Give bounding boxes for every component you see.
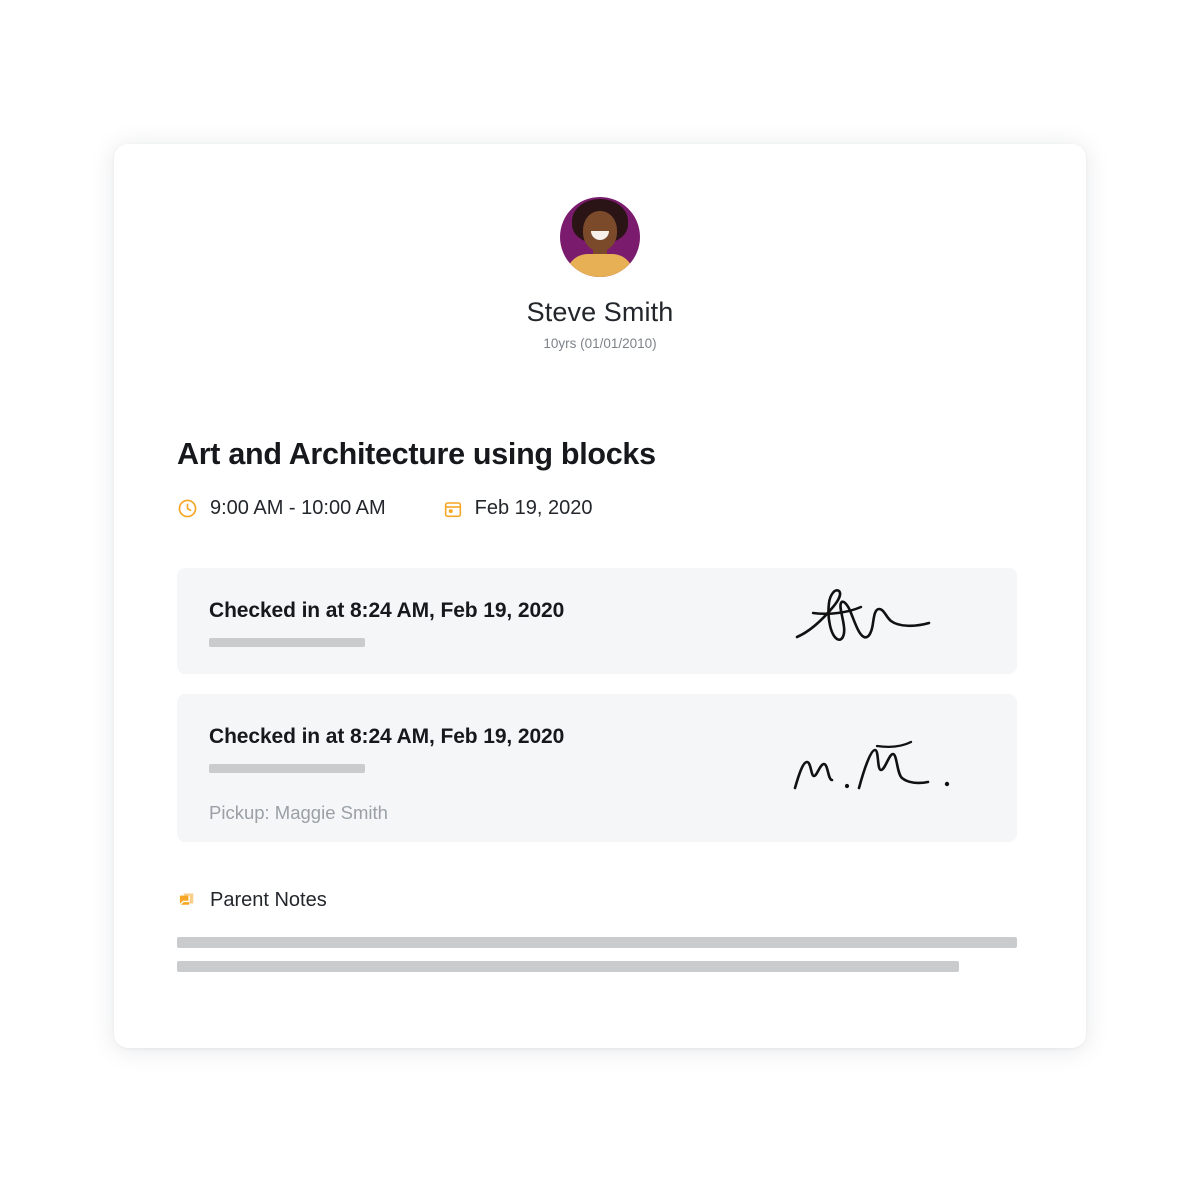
checkin-pickup-label: Pickup: Maggie Smith: [209, 802, 388, 823]
parent-notes-label: Parent Notes: [210, 889, 327, 911]
parent-notes-placeholder-line: [177, 961, 959, 972]
checkin-title: Checked in at 8:24 AM, Feb 19, 2020: [209, 599, 565, 622]
clock-icon: [177, 498, 198, 519]
table-row[interactable]: [177, 694, 1017, 842]
table-row[interactable]: [177, 568, 1017, 674]
student-name: Steve Smith: [526, 297, 674, 327]
checkin-detail-placeholder: [209, 764, 365, 773]
signature-scribble-2: [785, 726, 995, 810]
activity-date-label: Feb 19, 2020: [474, 497, 593, 519]
activity-title: Art and Architecture using blocks: [177, 437, 656, 471]
student-age-dob: 10yrs (01/01/2010): [543, 336, 657, 351]
parent-notes-placeholder-line: [177, 937, 1017, 948]
signature-scribble-1: [785, 579, 995, 663]
calendar-icon: [443, 499, 463, 519]
checkin-detail-placeholder: [209, 638, 365, 647]
activity-meta-row: [177, 497, 593, 520]
avatar: [560, 197, 640, 277]
activity-time-label: 9:00 AM - 10:00 AM: [210, 497, 386, 519]
note-icon: [177, 891, 197, 911]
avatar-shirt: [566, 254, 634, 277]
checkin-title: Checked in at 8:24 AM, Feb 19, 2020: [209, 725, 565, 748]
student-attendance-card: [114, 144, 1086, 1048]
activity-date: [443, 497, 593, 520]
profile-header: [114, 197, 1086, 351]
activity-time: [177, 497, 386, 520]
parent-notes-header: [177, 889, 327, 912]
